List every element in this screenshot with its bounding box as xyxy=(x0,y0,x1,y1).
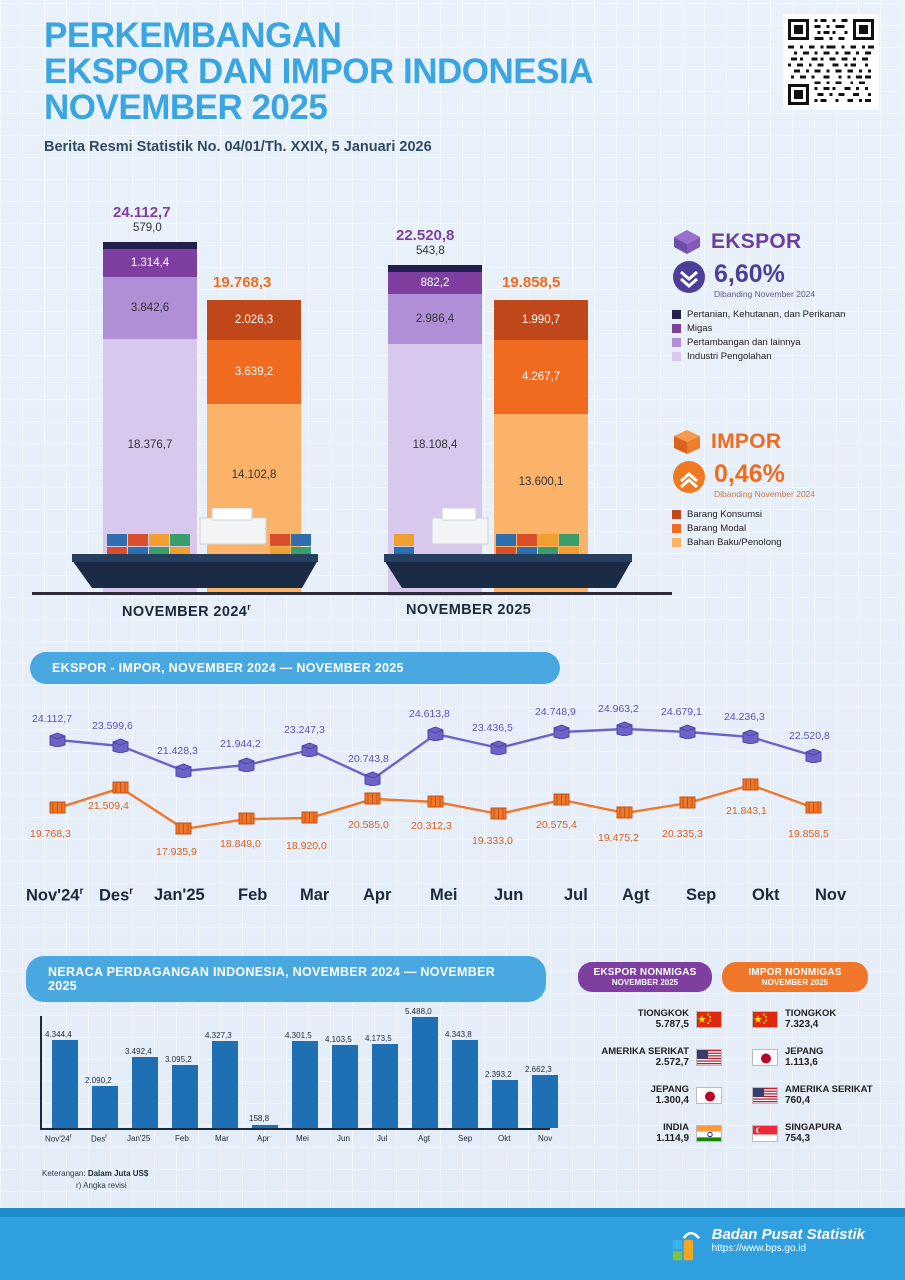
neraca-bar xyxy=(52,1040,78,1128)
legend-item xyxy=(672,337,887,348)
flag-in-icon xyxy=(696,1125,722,1142)
axis-month-label: Agt xyxy=(622,886,650,904)
bar-total-impor-2024: 19.768,3 xyxy=(213,274,272,291)
axis-month-label: Mar xyxy=(300,886,330,904)
notes-block xyxy=(42,1168,148,1191)
group-label-nov2025-text: NOVEMBER 2025 xyxy=(406,602,532,618)
axis-month-text: Des xyxy=(99,886,130,905)
impor-value-label: 18.920,0 xyxy=(286,840,327,852)
ekspor-nonmigas-period: NOVEMBER 2025 xyxy=(611,978,679,987)
bar-seg-label-tambang-2024: 3.842,6 xyxy=(130,302,170,314)
legend-swatch xyxy=(672,538,681,547)
impor-country-row xyxy=(752,1008,836,1030)
ekspor-value-label: 23.436,5 xyxy=(472,722,513,734)
ekspor-country-row xyxy=(562,1046,722,1068)
ekspor-value-label: 20.743,8 xyxy=(348,753,389,765)
bar-seg-konsumsi-2024 xyxy=(207,300,301,340)
ekspor-panel-title: EKSPOR xyxy=(711,230,802,253)
bar-seg-label-pertanian-2024: 579,0 xyxy=(133,222,162,234)
group-label-nov2025 xyxy=(406,602,531,618)
axis-month-label: Okt xyxy=(752,886,780,904)
country-value: 754,3 xyxy=(785,1133,811,1144)
impor-nonmigas-pill xyxy=(722,962,868,992)
arrow-up-icon xyxy=(672,460,706,494)
ekspor-marker xyxy=(238,757,255,772)
ekspor-marker xyxy=(742,729,759,744)
legend-swatch xyxy=(672,338,681,347)
impor-value-label: 20.335,3 xyxy=(662,828,703,840)
ekspor-marker xyxy=(616,721,633,736)
legend-item xyxy=(672,323,887,334)
axis-month-sup: r xyxy=(129,886,134,897)
impor-marker xyxy=(49,800,66,815)
impor-panel-title: IMPOR xyxy=(711,430,782,453)
ekspor-pct: 6,60% xyxy=(714,260,785,288)
ekspor-marker xyxy=(112,738,129,753)
qr-code-icon[interactable] xyxy=(783,14,879,110)
bar-seg-label-modal-2025: 4.267,7 xyxy=(521,371,561,383)
bar-seg-modal-2024 xyxy=(207,340,301,404)
line-section-title: EKSPOR - IMPOR, NOVEMBER 2024 — NOVEMBER 2025 xyxy=(30,652,560,684)
neraca-bar-label: 4.344,4 xyxy=(45,1030,72,1039)
neraca-month-label: Jul xyxy=(377,1134,388,1143)
legend-label: Pertambangan dan lainnya xyxy=(687,337,801,348)
impor-value-label: 21.509,4 xyxy=(88,800,129,812)
country-value: 1.300,4 xyxy=(655,1095,689,1106)
line-chart xyxy=(0,688,905,918)
neraca-bar xyxy=(132,1057,158,1128)
flag-us-icon xyxy=(752,1087,778,1104)
ekspor-marker xyxy=(427,726,444,741)
main-bar-chart xyxy=(0,178,905,638)
country-value: 5.787,5 xyxy=(655,1019,689,1030)
ekspor-nonmigas-title: EKSPOR NONMIGAS xyxy=(593,967,697,978)
ship-illustration-2024 xyxy=(52,508,322,596)
neraca-bar-label: 5.488,0 xyxy=(405,1007,432,1016)
ekspor-marker xyxy=(364,771,381,786)
page-header xyxy=(44,18,593,155)
ekspor-marker xyxy=(49,732,66,747)
neraca-bar xyxy=(252,1125,278,1128)
country-value: 7.323,4 xyxy=(785,1019,819,1030)
neraca-month-label: Apr xyxy=(257,1134,270,1143)
ship-illustration-2025 xyxy=(380,508,646,596)
neraca-bar-label: 2.090,2 xyxy=(85,1076,112,1085)
impor-nonmigas-period: NOVEMBER 2025 xyxy=(761,978,829,987)
neraca-month-label: Mar xyxy=(215,1134,229,1143)
neraca-bar-label: 4.327,3 xyxy=(205,1031,232,1040)
footer-url[interactable]: https://www.bps.go.id xyxy=(711,1243,807,1254)
country-name: JEPANG xyxy=(650,1084,689,1095)
bar-seg-pertanian-2024 xyxy=(103,242,197,249)
ekspor-value-label: 24.748,9 xyxy=(535,706,576,718)
neraca-bar-label: 2.662,3 xyxy=(525,1065,552,1074)
bar-seg-label-migas-2025: 882,2 xyxy=(420,277,450,289)
impor-marker xyxy=(364,791,381,806)
impor-marker xyxy=(238,811,255,826)
neraca-bar-label: 4.343,8 xyxy=(445,1030,472,1039)
container-icon xyxy=(672,428,702,456)
bar-seg-tambang-2024 xyxy=(103,277,197,339)
bar-total-ekspor-2024: 24.112,7 xyxy=(113,204,171,221)
country-value: 1.113,6 xyxy=(785,1057,818,1068)
footer-stripe xyxy=(0,1208,905,1217)
bar-seg-pertanian-2025 xyxy=(388,265,482,272)
box-icon xyxy=(672,228,702,256)
neraca-month-label: Jan'25 xyxy=(127,1134,151,1143)
neraca-bar-label: 4.301,5 xyxy=(285,1031,312,1040)
legend-item xyxy=(672,537,887,548)
ekspor-nonmigas-pill xyxy=(578,962,712,992)
title-line-2: EKSPOR DAN IMPOR INDONESIA xyxy=(44,52,593,92)
page-footer xyxy=(0,1208,905,1280)
country-value: 760,4 xyxy=(785,1095,811,1106)
impor-pct: 0,46% xyxy=(714,460,785,488)
neraca-bar xyxy=(492,1080,518,1128)
impor-value-label: 19.333,0 xyxy=(472,835,513,847)
axis-month-label: Jul xyxy=(564,886,588,904)
ekspor-value-label: 24.679,1 xyxy=(661,706,702,718)
legend-label: Barang Konsumsi xyxy=(687,509,762,520)
impor-value-label: 20.312,3 xyxy=(411,820,452,832)
bar-seg-label-industri-2024: 18.376,7 xyxy=(127,439,173,452)
neraca-bar xyxy=(412,1017,438,1128)
impor-pct-note: Dibanding November 2024 xyxy=(714,489,816,499)
bar-total-impor-2025: 19.858,5 xyxy=(502,274,561,291)
bar-seg-migas-2024 xyxy=(103,249,197,277)
arrow-down-icon xyxy=(672,260,706,294)
legend-label: Pertanian, Kehutanan, dan Perikanan xyxy=(687,309,846,320)
country-name: AMERIKA SERIKAT xyxy=(601,1046,689,1057)
bar-seg-tambang-2025 xyxy=(388,294,482,344)
legend-item xyxy=(672,509,887,520)
group-label-nov2024 xyxy=(122,602,251,620)
legend-swatch xyxy=(672,352,681,361)
country-value: 1.114,9 xyxy=(656,1133,689,1144)
ekspor-marker xyxy=(490,740,507,755)
legend-item xyxy=(672,309,887,320)
bar-seg-label-pertanian-2025: 543,8 xyxy=(416,245,445,257)
country-name: SINGAPURA xyxy=(785,1122,843,1133)
legend-label: Migas xyxy=(687,323,713,334)
bar-seg-label-migas-2024: 1.314,4 xyxy=(130,257,170,269)
neraca-bar-label: 158,8 xyxy=(249,1114,270,1123)
ekspor-value-label: 21.428,3 xyxy=(157,745,198,757)
axis-month-label: Nov xyxy=(815,886,847,904)
neraca-bar-label: 3.095,2 xyxy=(165,1055,192,1064)
country-name: TIONGKOK xyxy=(785,1008,837,1019)
flag-jp-icon xyxy=(696,1087,722,1104)
ekspor-marker xyxy=(301,742,318,757)
ekspor-value-label: 24.613,8 xyxy=(409,708,450,720)
neraca-bar-label: 4.103,5 xyxy=(325,1035,352,1044)
neraca-month-sup: r xyxy=(69,1134,72,1140)
legend-label: Bahan Baku/Penolong xyxy=(687,537,782,548)
axis-month-label xyxy=(26,886,83,906)
neraca-month-label: Feb xyxy=(175,1134,189,1143)
neraca-month-label: Jun xyxy=(337,1134,350,1143)
neraca-bar xyxy=(532,1075,558,1128)
impor-marker xyxy=(553,792,570,807)
axis-month-label: Apr xyxy=(363,886,392,904)
legend-swatch xyxy=(672,324,681,333)
legend-item xyxy=(672,351,887,362)
bar-total-ekspor-2025: 22.520,8 xyxy=(396,227,455,244)
impor-marker xyxy=(679,795,696,810)
axis-month-sup: r xyxy=(79,886,84,897)
impor-legend xyxy=(672,509,887,548)
impor-value-label: 20.585,0 xyxy=(348,819,389,831)
neraca-bar xyxy=(92,1086,118,1128)
flag-jp-icon xyxy=(752,1049,778,1066)
impor-value-label: 19.858,5 xyxy=(788,828,829,840)
impor-marker xyxy=(742,777,759,792)
impor-value-label: 21.843,1 xyxy=(726,805,767,817)
country-name: JEPANG xyxy=(785,1046,824,1057)
neraca-section-title: NERACA PERDAGANGAN INDONESIA, NOVEMBER 2024 — NOVEMBER 2025 xyxy=(26,956,546,1002)
ekspor-pct-note: Dibanding November 2024 xyxy=(714,289,816,299)
impor-marker xyxy=(616,805,633,820)
neraca-bar-label: 4.173,5 xyxy=(365,1034,392,1043)
impor-marker xyxy=(112,780,129,795)
impor-value-label: 19.475,2 xyxy=(598,832,639,844)
impor-country-row xyxy=(752,1084,873,1106)
footer-text xyxy=(712,1226,865,1254)
group-label-nov2024-text: NOVEMBER 2024 xyxy=(122,603,248,620)
impor-value-label: 17.935,9 xyxy=(156,846,197,858)
group-label-nov2024-sup: r xyxy=(247,602,252,612)
axis-month-label: Jun xyxy=(494,886,524,904)
impor-country-row xyxy=(752,1046,823,1068)
ekspor-value-label: 21.944,2 xyxy=(220,738,261,750)
impor-marker xyxy=(805,800,822,815)
footer-org: Badan Pusat Statistik xyxy=(711,1226,865,1243)
ekspor-value-label: 22.520,8 xyxy=(789,730,830,742)
legend-label: Barang Modal xyxy=(687,523,747,534)
legend-swatch xyxy=(672,524,681,533)
ground-line xyxy=(32,592,672,595)
neraca-bar xyxy=(332,1045,358,1128)
neraca-bar-label: 2.393,2 xyxy=(485,1070,512,1079)
neraca-bar xyxy=(372,1044,398,1128)
axis-month-label: Sep xyxy=(686,886,717,904)
bar-seg-label-modal-2024: 3.639,2 xyxy=(234,366,274,378)
ekspor-summary-panel xyxy=(672,228,887,362)
impor-summary-panel xyxy=(672,428,887,548)
bar-seg-label-tambang-2025: 2.986,4 xyxy=(415,313,455,325)
ekspor-legend xyxy=(672,309,887,362)
ekspor-value-label: 24.963,2 xyxy=(598,703,639,715)
impor-country-row xyxy=(752,1122,842,1144)
neraca-month-label xyxy=(91,1134,107,1144)
neraca-month-label: Okt xyxy=(498,1134,511,1143)
page-title xyxy=(44,18,593,126)
page-subtitle: Berita Resmi Statistik No. 04/01/Th. XXIX, 5 Januari 2026 xyxy=(44,139,432,156)
flag-sg-icon xyxy=(752,1125,778,1142)
legend-swatch xyxy=(672,310,681,319)
neraca-x-axis xyxy=(40,1128,550,1130)
bar-seg-migas-2025 xyxy=(388,272,482,294)
axis-month-label: Mei xyxy=(430,886,458,904)
country-name: AMERIKA SERIKAT xyxy=(785,1084,873,1095)
bar-seg-label-konsumsi-2025: 1.990,7 xyxy=(521,314,561,326)
country-value: 2.572,7 xyxy=(655,1057,689,1068)
neraca-bar xyxy=(212,1041,238,1128)
title-line-3: NOVEMBER 2025 xyxy=(44,88,328,128)
legend-swatch xyxy=(672,510,681,519)
line-chart-svg xyxy=(0,688,905,888)
bar-seg-label-konsumsi-2024: 2.026,3 xyxy=(234,314,274,326)
country-name: INDIA xyxy=(663,1122,689,1133)
ekspor-value-label: 23.247,3 xyxy=(284,724,325,736)
axis-month-label xyxy=(99,886,133,906)
ekspor-country-row xyxy=(592,1008,722,1030)
bar-seg-modal-2025 xyxy=(494,340,588,414)
impor-value-label: 20.575,4 xyxy=(536,819,577,831)
axis-month-label: Feb xyxy=(238,886,268,904)
bar-seg-label-industri-2025: 18.108,4 xyxy=(412,438,458,451)
notes-line-2: r) Angka revisi xyxy=(76,1180,127,1190)
neraca-y-axis xyxy=(40,1016,42,1128)
impor-marker xyxy=(490,806,507,821)
neraca-bar-chart xyxy=(30,1000,560,1160)
ekspor-value-label: 24.112,7 xyxy=(32,713,73,725)
neraca-month-label: Mei xyxy=(296,1134,309,1143)
impor-value-label: 18.849,0 xyxy=(220,838,261,850)
ekspor-country-row xyxy=(600,1084,722,1106)
ekspor-value-label: 23.599,6 xyxy=(92,720,133,732)
ekspor-marker xyxy=(553,724,570,739)
ekspor-marker xyxy=(679,724,696,739)
notes-label: Keterangan: xyxy=(42,1169,86,1178)
neraca-month-label: Nov xyxy=(538,1134,553,1143)
title-line-1: PERKEMBANGAN xyxy=(44,16,342,55)
ekspor-value-label: 24.236,3 xyxy=(724,711,765,723)
neraca-month-text: Nov'24 xyxy=(45,1134,70,1144)
neraca-month-text: Des xyxy=(91,1134,106,1144)
legend-label: Industri Pengolahan xyxy=(687,351,772,362)
bar-seg-label-bahanbaku-2025: 13.600,1 xyxy=(518,475,564,488)
neraca-bar xyxy=(172,1065,198,1128)
impor-value-label: 19.768,3 xyxy=(30,828,71,840)
notes-line-1: Dalam Juta US$ xyxy=(87,1169,149,1178)
ekspor-marker xyxy=(805,748,822,763)
impor-marker xyxy=(175,821,192,836)
axis-month-text: Nov'24 xyxy=(26,886,80,905)
neraca-bar-label: 3.492,4 xyxy=(125,1047,152,1056)
bar-seg-konsumsi-2025 xyxy=(494,300,588,340)
neraca-month-label xyxy=(45,1134,72,1144)
flag-cn-icon xyxy=(696,1011,722,1028)
ekspor-country-row xyxy=(608,1122,722,1144)
neraca-bar xyxy=(292,1041,318,1128)
impor-nonmigas-title: IMPOR NONMIGAS xyxy=(748,967,842,978)
bps-logo-icon xyxy=(671,1228,705,1262)
ekspor-marker xyxy=(175,763,192,778)
axis-month-label: Jan'25 xyxy=(154,886,205,904)
flag-cn-icon xyxy=(752,1011,778,1028)
legend-item xyxy=(672,523,887,534)
country-name: TIONGKOK xyxy=(637,1008,689,1019)
impor-marker xyxy=(427,794,444,809)
impor-marker xyxy=(301,810,318,825)
bar-seg-label-bahanbaku-2024: 14.102,8 xyxy=(231,469,277,482)
flag-us-icon xyxy=(696,1049,722,1066)
neraca-month-label: Sep xyxy=(458,1134,473,1143)
neraca-month-label: Agt xyxy=(418,1134,431,1143)
neraca-month-sup: r xyxy=(105,1134,108,1140)
neraca-bar xyxy=(452,1040,478,1128)
